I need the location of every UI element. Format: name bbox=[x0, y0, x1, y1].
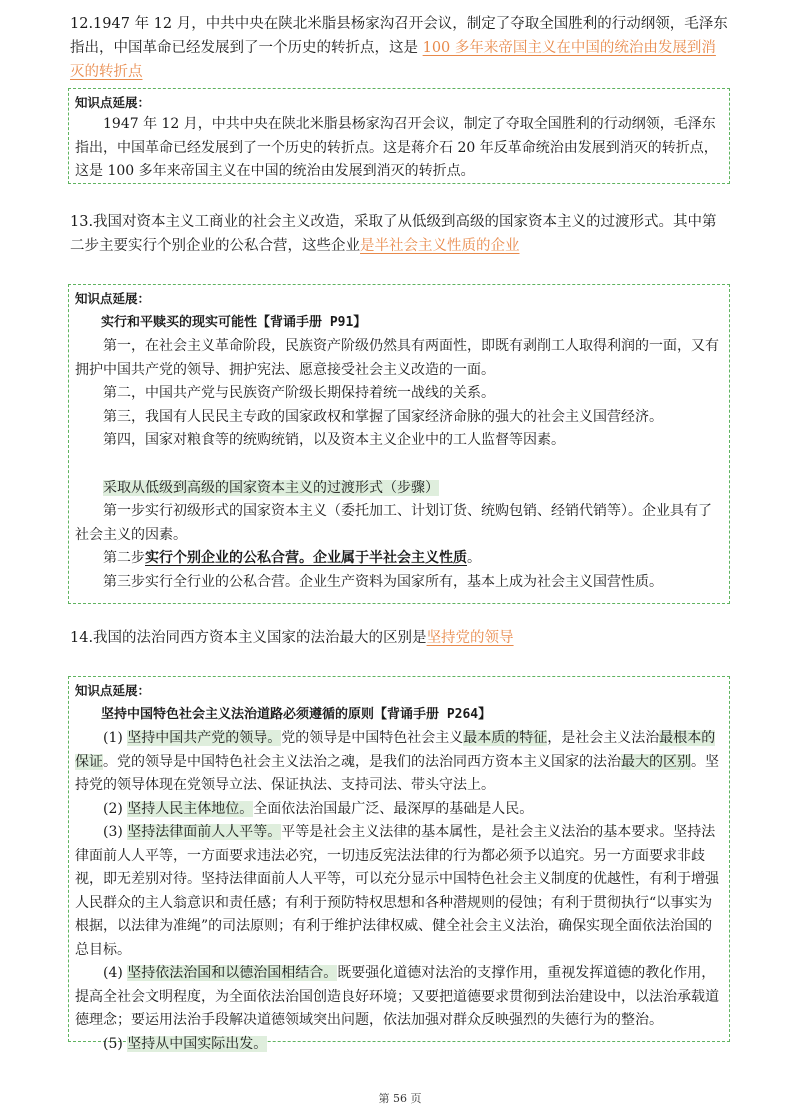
principle-5-heading: 坚持从中国实际出发。 bbox=[127, 1035, 268, 1052]
steps-heading-text: 采取从低级到高级的国家资本主义的过渡形式（步骤） bbox=[103, 479, 439, 496]
principle-1-text-a: 党的领导是中国特色社会主义 bbox=[281, 730, 464, 746]
principle-1-text-c: 。党的领导是中国特色社会主义法治之魂，是我们的法治同西方资本主义国家的法治 bbox=[103, 753, 621, 770]
highlight-essential-feature: 最本质的特征 bbox=[463, 730, 548, 746]
question-12-text: 12.1947 年 12 月，中共中央在陕北米脂县杨家沟召开会议，制定了夺取全国胜利的行动纲领，毛泽东指出，中国革命已经发展到了一个历史的转折点，这是 bbox=[70, 16, 728, 56]
principle-3-heading: 坚持法律面前人人平等。 bbox=[127, 824, 282, 840]
knowledge-box-subtitle: 实行和平赎买的现实可能性【背诵手册 P91】 bbox=[101, 315, 367, 330]
step-second-prefix: 第二步 bbox=[103, 550, 145, 566]
question-14-text: 14.我国的法治同西方资本主义国家的法治最大的区别是 bbox=[70, 630, 427, 646]
principle-2 bbox=[75, 798, 723, 822]
principle-4 bbox=[75, 962, 723, 1033]
principle-2-heading: 坚持人民主体地位。 bbox=[127, 800, 254, 817]
principle-1-heading: 坚持中国共产党的领导。 bbox=[127, 730, 282, 746]
highlight-biggest-difference: 最大的区别 bbox=[621, 753, 691, 770]
question-13-answer: 是半社会主义性质的企业 bbox=[360, 238, 520, 254]
principle-2-text: 全面依法治国最广泛、最深厚的基础是人民。 bbox=[253, 800, 534, 817]
page-number: 第 56 页 bbox=[378, 1092, 422, 1105]
principle-5 bbox=[75, 1033, 723, 1057]
steps-heading bbox=[75, 477, 723, 501]
step-first: 第一步实行初级形式的国家资本主义（委托加工、计划订货、统购包销、经销代销等）。企业具有了社会主义的因素。 bbox=[75, 503, 712, 543]
item-number: (1) bbox=[103, 730, 128, 746]
knowledge-box-paragraph: 1947 年 12 月，中共中央在陕北米脂县杨家沟召开会议，制定了夺取全国胜利的行动纲领，毛泽东指出，中国革命已经发展到了一个历史的转折点。这是蒋介石 20 年反革命统治由发展到消灭的转折点，这是 100 多年来帝国主义在中国的统治由发展到消灭的转折点。 bbox=[75, 116, 718, 179]
question-14-answer: 坚持党的领导 bbox=[426, 630, 514, 646]
step-second bbox=[75, 547, 723, 571]
principle-1-text-d: 。坚持党的领导体现在党领导立法、保证执法、支持司法、带头守法上。 bbox=[75, 753, 719, 793]
point-second: 第二，中国共产党与民族资产阶级长期保持着统一战线的关系。 bbox=[103, 385, 495, 401]
question-12 bbox=[70, 12, 730, 84]
question-12-answer: 100 多年来帝国主义在中国的统治由发展到消灭的转折点 bbox=[70, 40, 716, 80]
principle-4-heading: 坚持依法治国和以德治国相结合。 bbox=[127, 965, 338, 981]
step-second-key: 实行个别企业的公私合营。企业属于半社会主义性质 bbox=[145, 550, 467, 566]
knowledge-box-2 bbox=[68, 284, 730, 604]
highlight-fundamental-guarantee: 最根本的保证 bbox=[75, 730, 716, 770]
knowledge-box-title: 知识点延展： bbox=[75, 291, 151, 306]
item-number: (2) bbox=[103, 800, 128, 817]
item-number: (4) bbox=[103, 965, 128, 981]
item-number: (3) bbox=[103, 824, 128, 840]
principle-3 bbox=[75, 821, 723, 962]
step-second-suffix: 。 bbox=[467, 550, 481, 566]
question-13 bbox=[70, 210, 730, 258]
knowledge-box-1 bbox=[68, 88, 730, 184]
point-first: 第一，在社会主义革命阶段，民族资产阶级仍然具有两面性，即既有剥削工人取得利润的一面，又有拥护中国共产党的领导、拥护宪法、愿意接受社会主义改造的一面。 bbox=[75, 338, 719, 378]
principle-3-text: 平等是社会主义法律的基本属性，是社会主义法治的基本要求。坚持法律面前人人平等，一方面要求违法必究，一切违反宪法法律的行为都必须予以追究。另一方面要求非歧视，即无差别对待。坚持法律面前人人平等，可以充分显示中国特色社会主义制度的优越性，有利于增强人民群众的主人翁意识和责任感；有利于预防特权思想和各种潜规则的侵蚀；有利于贯彻执行“以事实为根据，以法律为准绳”的司法原则；有利于维护法律权威、健全社会主义法治，确保实现全面依法治国的总目标。 bbox=[75, 824, 719, 958]
knowledge-box-title: 知识点延展： bbox=[75, 95, 151, 110]
step-third: 第三步实行全行业的公私合营。企业生产资料为国家所有，基本上成为社会主义国营性质。 bbox=[103, 573, 663, 590]
point-fourth: 第四，国家对粮食等的统购统销，以及资本主义企业中的工人监督等因素。 bbox=[103, 432, 565, 448]
point-third: 第三，我国有人民民主专政的国家政权和掌握了国家经济命脉的强大的社会主义国营经济。 bbox=[103, 408, 663, 425]
principle-4-text: 既要强化道德对法治的支撑作用，重视发挥道德的教化作用，提高全社会文明程度，为全面依法治国创造良好环境；又要把道德要求贯彻到法治建设中，以法治承载道德理念；要运用法治手段解决道德领域突出问题，依法加强对群众反映强烈的失德行为的整治。 bbox=[75, 965, 719, 1028]
item-number: (5) bbox=[103, 1035, 128, 1052]
knowledge-box-3 bbox=[68, 676, 730, 1052]
question-14 bbox=[70, 626, 730, 650]
knowledge-box-title: 知识点延展： bbox=[75, 683, 151, 698]
principle-1 bbox=[75, 727, 723, 798]
knowledge-box-subtitle: 坚持中国特色社会主义法治道路必须遵循的原则【背诵手册 P264】 bbox=[101, 707, 492, 722]
question-13-text: 13.我国对资本主义工商业的社会主义改造，采取了从低级到高级的国家资本主义的过渡形式。其中第二步主要实行个别企业的公私合营，这些企业 bbox=[70, 214, 717, 254]
principle-1-text-b: ，是社会主义法治 bbox=[547, 730, 660, 746]
